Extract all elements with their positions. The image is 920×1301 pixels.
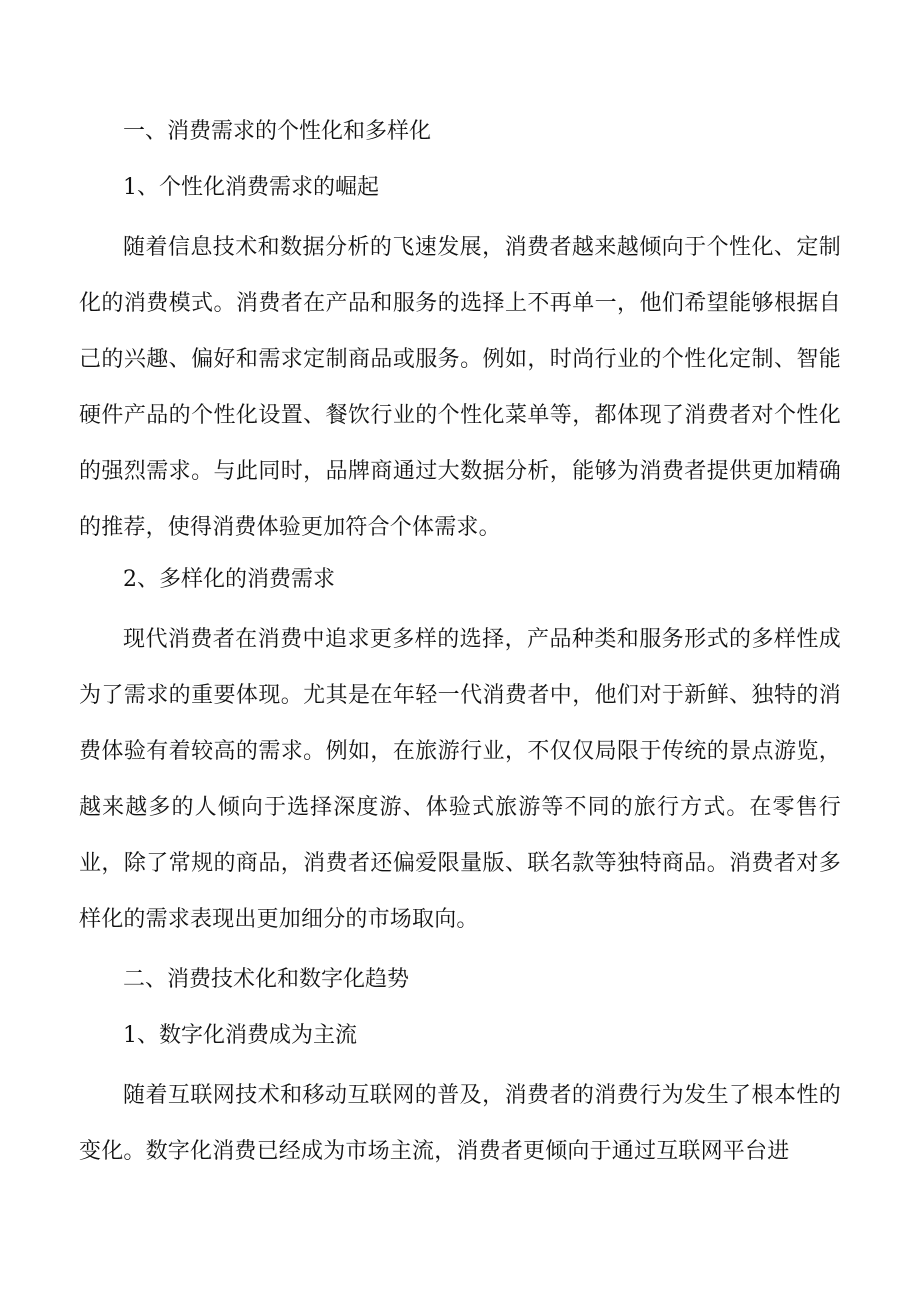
subsection-heading-2-1: 1、数字化消费成为主流	[123, 1023, 357, 1048]
document-body	[79, 108, 841, 1180]
paragraph-1-1: 随着信息技术和数据分析的飞速发展，消费者越来越倾向于个性化、定制化的消费模式。消费者在产品和服务的选择上不再单一，他们希望能够根据自己的兴趣、偏好和需求定制商品或服务。例如，时尚行业的个性化定制、智能硬件产品的个性化设置、餐饮行业的个性化菜单等，都体现了消费者对个性化的强烈需求。与此同时，品牌商通过大数据分析，能够为消费者提供更加精确的推荐，使得消费体验更加符合个体需求。	[79, 235, 841, 540]
section-heading-1: 一、消费需求的个性化和多样化	[123, 119, 432, 144]
subsection-heading-1-1: 1、个性化消费需求的崛起	[123, 175, 379, 200]
paragraph-2-1: 随着互联网技术和移动互联网的普及，消费者的消费行为发生了根本性的变化。数字化消费已经成为市场主流，消费者更倾向于通过互联网平台进	[79, 1083, 841, 1164]
section-gap	[79, 948, 841, 956]
paragraph-1-2: 现代消费者在消费中追求更多样的选择，产品种类和服务形式的多样性成为了需求的重要体现。尤其是在年轻一代消费者中，他们对于新鲜、独特的消费体验有着较高的需求。例如，在旅游行业，不仅仅局限于传统的景点游览，越来越多的人倾向于选择深度游、体验式旅游等不同的旅行方式。在零售行业，除了常规的商品，消费者还偏爱限量版、联名款等独特商品。消费者对多样化的需求表现出更加细分的市场取向。	[79, 627, 841, 932]
section-heading-2: 二、消费技术化和数字化趋势	[123, 967, 410, 992]
subsection-heading-1-2: 2、多样化的消费需求	[123, 567, 335, 592]
